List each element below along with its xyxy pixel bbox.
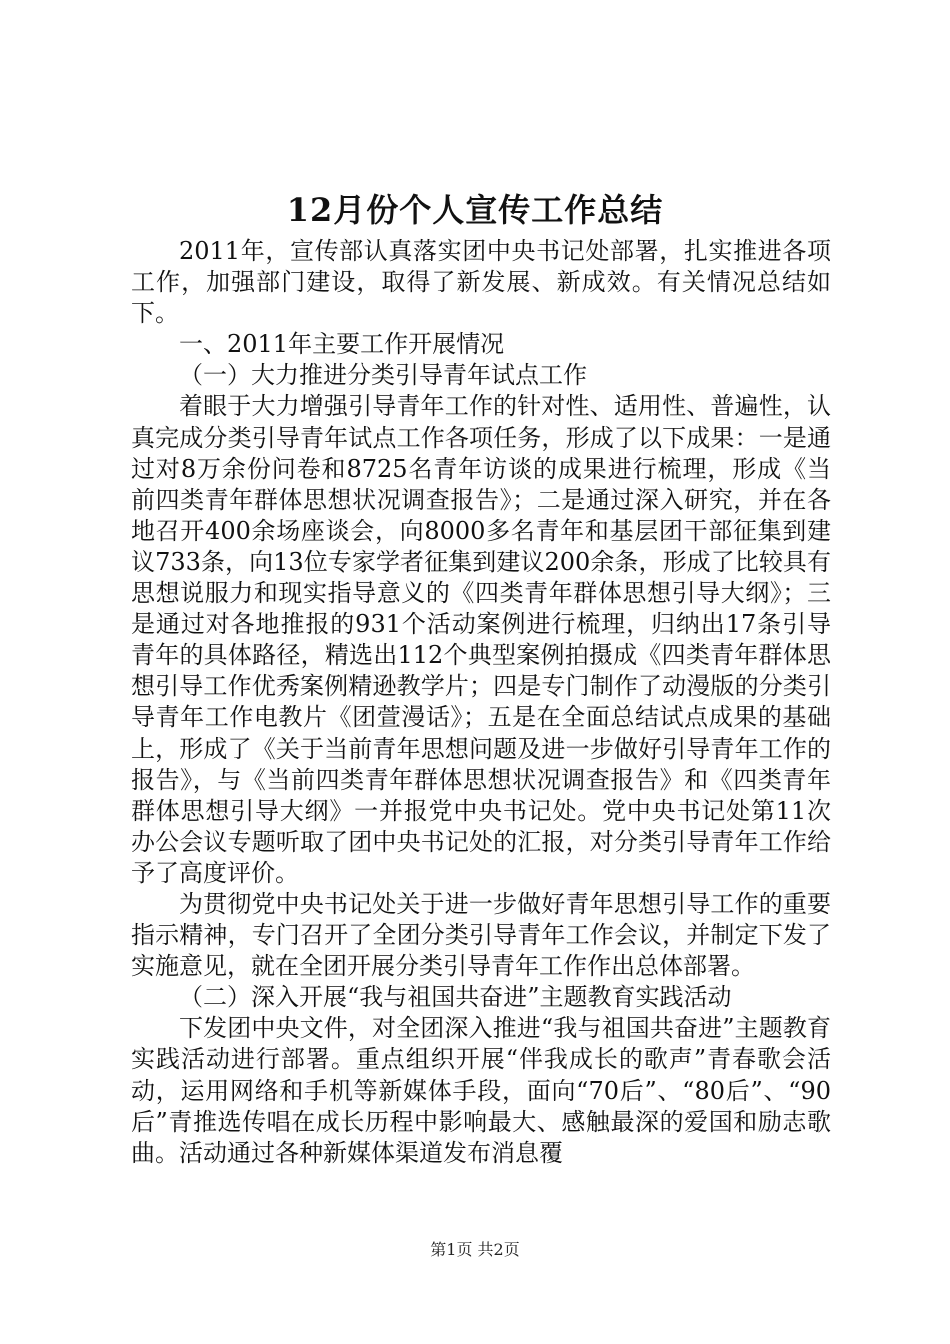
subsection-heading-1: （一）大力推进分类引导青年试点工作 — [179, 361, 587, 390]
body-paragraph: 着眼于大力增强引导青年工作的针对性、适用性、普遍性，认真完成分类引导青年试点工作各项任务，形成了以下成果：一是通过对8万余份问卷和8725名青年访谈的成果进行梳理，形成《当前四类青年群体思想状况调查报告》；二是通过深入研究，并在各地召开400余场座谈会，向8000多名青年和基层团干部征集到建议733条，向13位专家学者征集到建议200余条，形成了比较具有思想说服力和现实指导意义的《四类青年群体思想引导大纲》；三是通过对各地推报的931个活动案例进行梳理，归纳出17条引导青年的具体路径，精选出112个典型案例拍摄成《四类青年群体思想引导工作优秀案例精逊教学片；四是专门制作了动漫版的分类引导青年工作电教片《团萱漫话》；五是在全面总结试点成果的基础上，形成了《关于当前青年思想问题及进一步做好引导青年工作的报告》，与《当前四类青年群体思想状况调查报告》和《四类青年群体思想引导大纲》一并报党中央书记处。党中央书记处第11次办公会议专题听取了团中央书记处的汇报，对分类引导青年工作给予了高度评价。 — [131, 392, 831, 887]
body-paragraph: 下发团中央文件，对全团深入推进“我与祖国共奋进”主题教育实践活动进行部署。重点组织开展“伴我成长的歌声”青春歌会活动，运用网络和手机等新媒体手段，面向“70后”、“80后”、“90后”青推选传唱在成长历程中影响最大、感触最深的爱国和励志歌曲。活动通过各种新媒体渠道发布消息覆 — [131, 1014, 831, 1167]
section-heading-1: 一、2011年主要工作开展情况 — [179, 330, 505, 359]
document-title: 12月份个人宣传工作总结 — [286, 191, 664, 229]
subsection-heading-2: （二）深入开展“我与祖国共奋进”主题教育实践活动 — [179, 983, 732, 1012]
document-body — [131, 236, 831, 1169]
intro-paragraph: 2011年，宣传部认真落实团中央书记处部署，扎实推进各项工作，加强部门建设，取得了新发展、新成效。有关情况总结如下。 — [131, 237, 831, 328]
body-paragraph: 为贯彻党中央书记处关于进一步做好青年思想引导工作的重要指示精神，专门召开了全团分类引导青年工作会议，并制定下发了实施意见，就在全团开展分类引导青年工作作出总体部署。 — [131, 889, 831, 981]
page-number-footer: 第1页 共2页 — [430, 1240, 520, 1259]
